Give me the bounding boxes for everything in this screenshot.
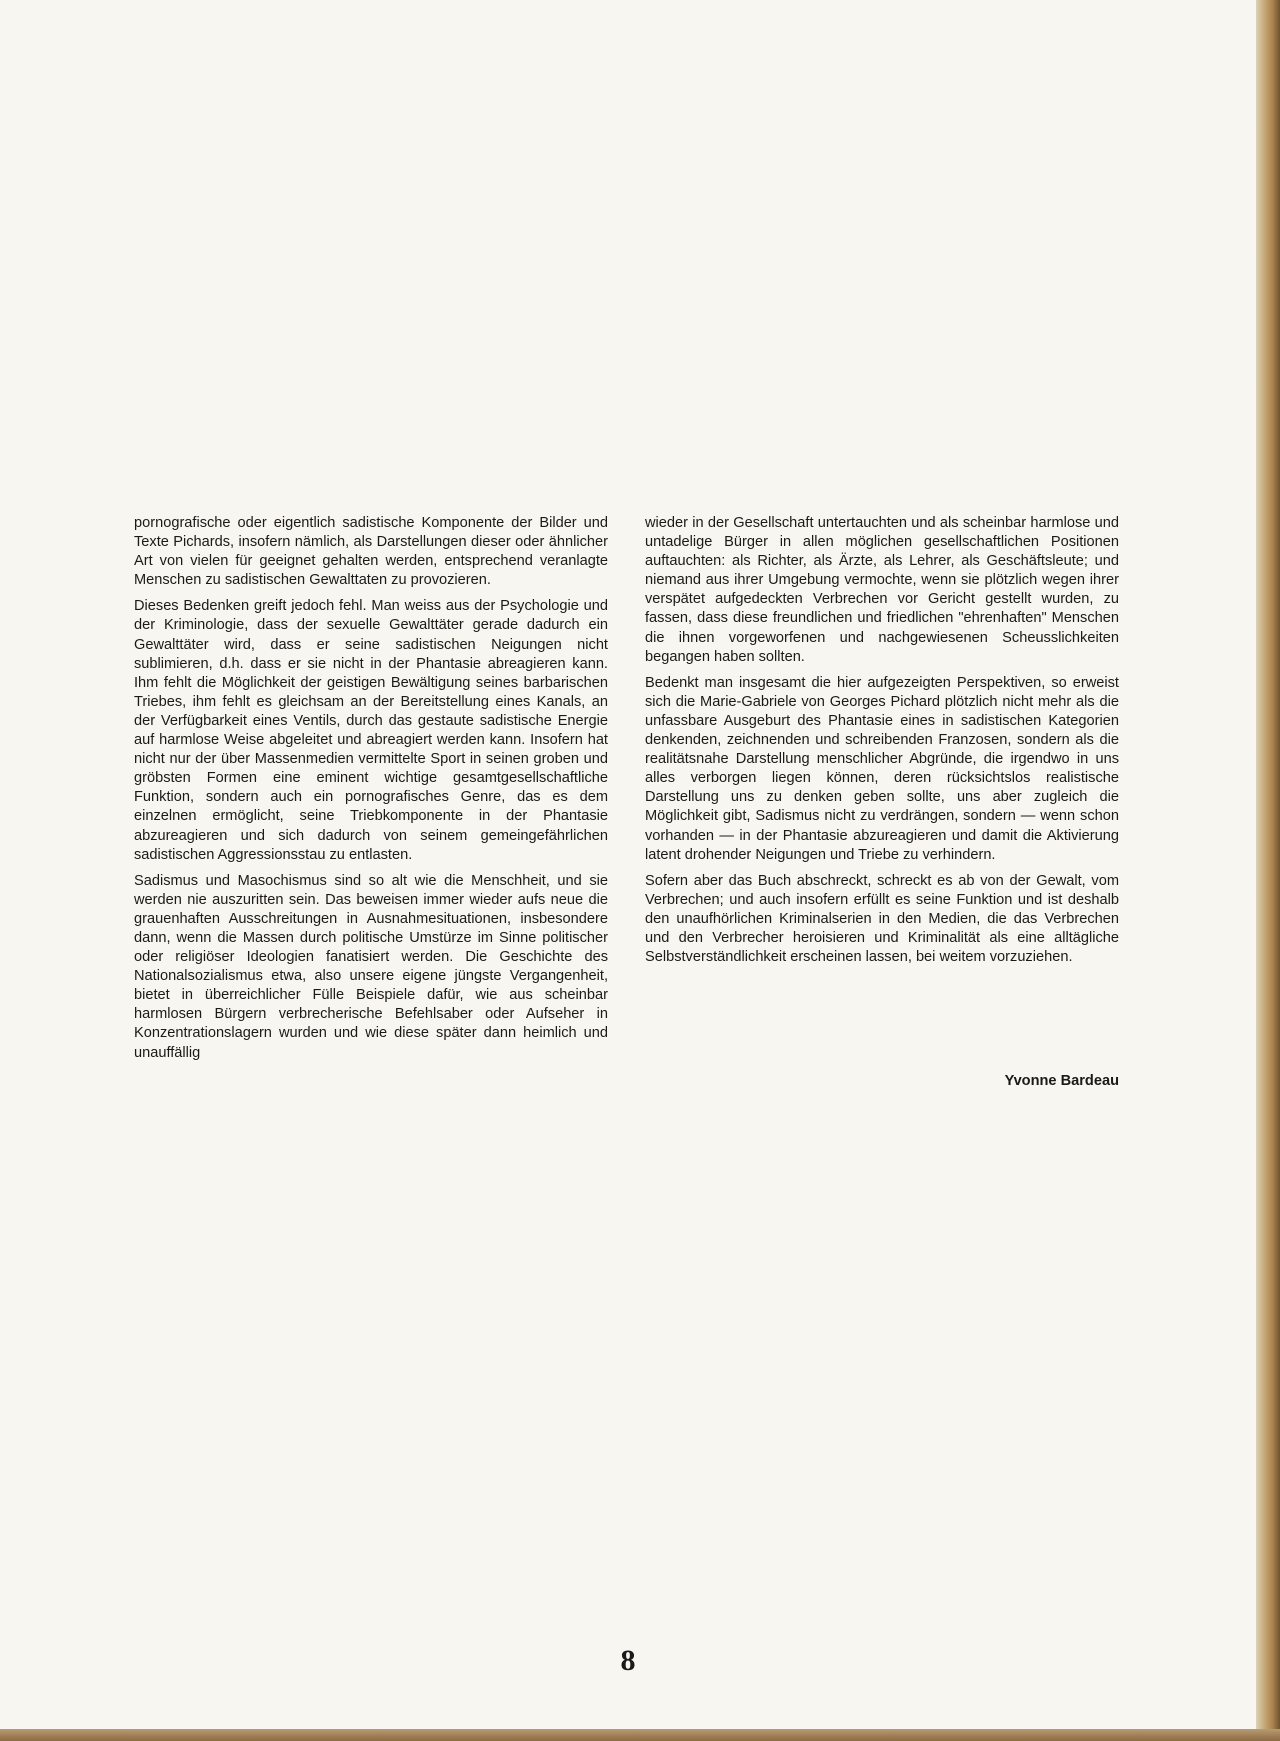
- right-paragraph-1: wieder in der Gesellschaft untertauchten und als scheinbar harmlose und untadelige Bürger in allen möglichen gesellschaftlichen Positionen auftauchten: als Richter, als Ärzte, als Lehrer, als Geschäftsleute; und niemand aus ihrer Umgebung vermochte, wenn sie plötzlich wegen ihrer verspätet aufgedeckten Verbrechen vor Gericht gestellt wurden, zu fassen, dass diese freundlichen und friedlichen "ehrenhaften" Menschen die ihnen vorgeworfenen und nachgewiesenen Scheusslichkeiten begangen haben sollten.: [645, 515, 1119, 665]
- left-text-column: [134, 514, 608, 1070]
- right-text-column: [645, 514, 1119, 974]
- left-paragraph-2: Dieses Bedenken greift jedoch fehl. Man weiss aus der Psychologie und der Kriminologie, dass der sexuelle Gewalttäter gerade dadurch ein Gewalttäter wird, dass er seine sadistischen Neigungen nicht sublimieren, d.h. dass er sie nicht in der Phantasie abreagieren kann. Ihm fehlt die Möglichkeit der geistigen Bewältigung seines barbarischen Triebes, ihm fehlt es gleichsam an der Bereitstellung eines Kanals, an der Verfügbarkeit eines Ventils, durch das gestaute sadistische Energie auf harmlose Weise abgeleitet und abreagiert werden kann. Insofern hat nicht nur der über Massenmedien vermittelte Sport in seinen groben und gröbsten Formen eine eminent wichtige gesamtgesellschaftliche Funktion, sondern auch ein pornografisches Genre, das es dem einzelnen ermöglicht, seine Triebkomponente in der Phantasie abzureagieren und sich dadurch von seinem gemeingefährlichen sadistischen Aggressionsstau zu entlasten.: [134, 598, 608, 863]
- left-paragraph-1: pornografische oder eigentlich sadistische Komponente der Bilder und Texte Pichards, insofern nämlich, als Darstellungen dieser oder ähnlicher Art von vielen für geeignet gehalten werden, entsprechend veranlagte Menschen zu sadistischen Gewalttaten zu provozieren.: [134, 515, 608, 589]
- book-spine-edge: [1256, 0, 1280, 1741]
- right-paragraph-2: Bedenkt man insgesamt die hier aufgezeigten Perspektiven, so erweist sich die Marie-Gabriele von Georges Pichard plötzlich nicht mehr als die unfassbare Ausgeburt des Phantasie eines in sadistischen Kategorien denkenden, zeichnenden und schreibenden Franzosen, sondern als die realitätsnahe Darstellung menschlicher Abgründe, die irgendwo in uns alles verborgen liegen können, deren rücksichtslos realistische Darstellung uns zu denken geben sollte, uns aber zugleich die Möglichkeit gibt, Sadismus nicht zu verdrängen, sondern — wenn schon vorhanden — in der Phantasie abzureagieren und damit die Aktivierung latent drohender Neigungen und Triebe zu verhindern.: [645, 674, 1119, 863]
- right-paragraph-3: Sofern aber das Buch abschreckt, schreckt es ab von der Gewalt, vom Verbrechen; und auch insofern erfüllt es seine Funktion und ist deshalb den unaufhörlichen Kriminalserien in den Medien, die das Verbrechen und den Verbrecher heroisieren und Kriminalität als eine alltägliche Selbstverständlichkeit erscheinen lassen, bei weitem vorzuziehen.: [645, 872, 1119, 966]
- page-number: 8: [620, 1644, 636, 1677]
- book-bottom-edge: [0, 1729, 1280, 1741]
- left-paragraph-3: Sadismus und Masochismus sind so alt wie die Menschheit, und sie werden nie auszuritten sein. Das beweisen immer wieder aufs neue die grauenhaften Ausschreitungen in Ausnahmesituationen, insbesondere dann, wenn die Massen durch politische Umstürze im Sinne politischer oder religiöser Ideologien fanatisiert werden. Die Geschichte des Nationalsozialismus etwa, also unsere eigene jüngste Vergangenheit, bietet in überreichlicher Fülle Beispiele dafür, wie aus scheinbar harmlosen Bürgern verbrecherische Befehlsaber oder Aufseher in Konzentrationslagern wurden und wie diese später dann heimlich und unauffällig: [134, 872, 608, 1061]
- author-signature: Yvonne Bardeau: [1004, 1073, 1119, 1089]
